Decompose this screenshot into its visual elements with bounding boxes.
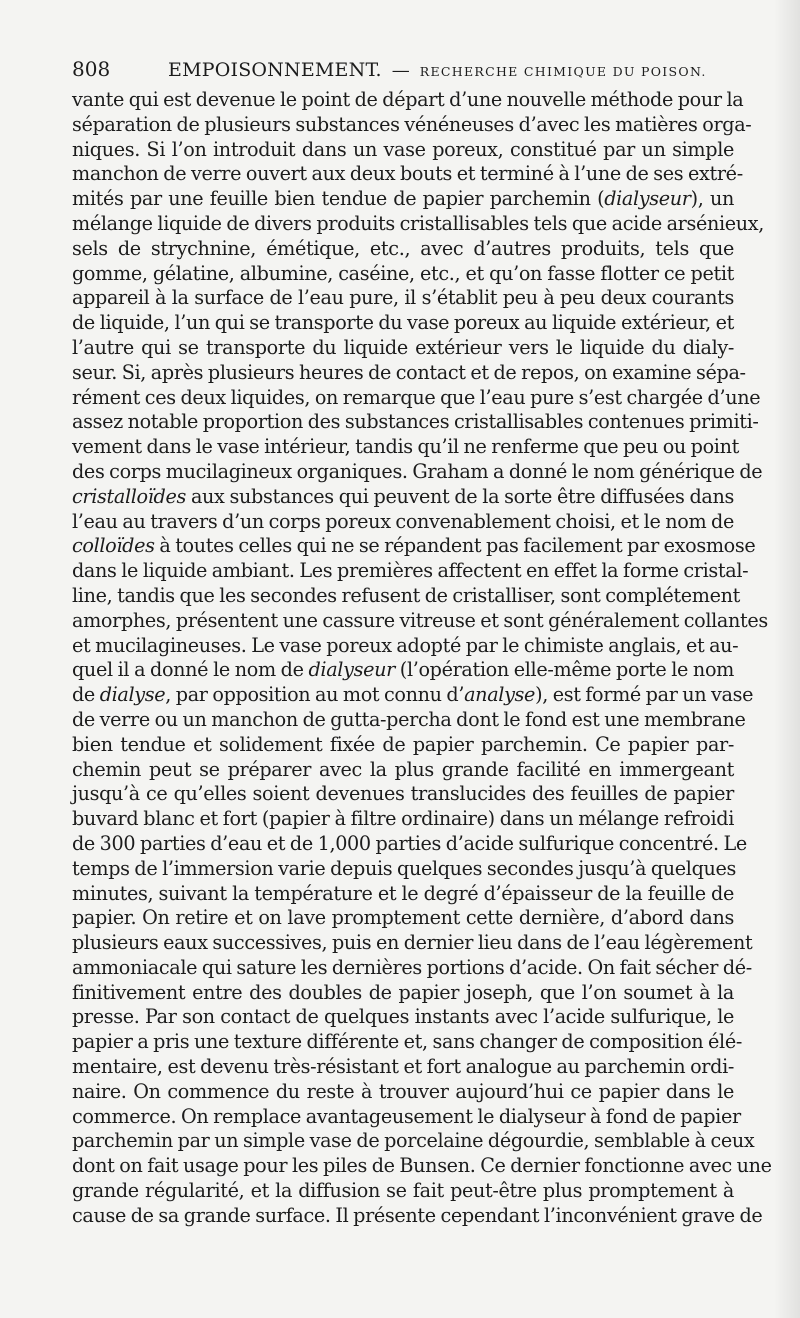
text-line xyxy=(72,807,734,832)
text-line xyxy=(72,88,744,113)
text-segment: chemin peut se préparer avec la plus grande facilité en immergeant xyxy=(72,757,734,781)
text-line xyxy=(72,856,737,882)
text-segment: vante qui est devenue le point de départ d’une nouvelle méthode pour la xyxy=(72,88,744,111)
text-line xyxy=(72,311,734,336)
text-line xyxy=(72,1055,734,1080)
text-segment: dans le liquide ambiant. Les premières affectent en effet la forme cristal- xyxy=(72,559,749,583)
text-segment: l’autre qui se transporte du liquide extérieur vers le liquide du dialy- xyxy=(72,335,734,359)
text-line xyxy=(72,485,734,510)
running-title: EMPOISONNEMENT. xyxy=(168,59,382,81)
text-segment: sels de strychnine, émétique, etc., avec d’autres produits, tels que xyxy=(72,236,734,260)
text-line xyxy=(72,1154,772,1179)
text-segment: presse. Par son contact de quelques instants avec l’acide sulfurique, le xyxy=(72,1005,734,1029)
text-segment: (l’opération elle-même porte le nom xyxy=(394,658,734,682)
text-segment: à toutes celles qui ne se répandent pas facilement par exosmose xyxy=(154,534,756,558)
text-line xyxy=(72,733,734,758)
text-line xyxy=(72,758,734,783)
text-segment: papier a pris une texture différente et, sans changer de composition élé- xyxy=(72,1030,742,1054)
text-segment: mentaire, est devenu très-résistant et fort analogue au parchemin ordi- xyxy=(72,1055,734,1079)
text-segment: de verre ou un manchon de gutta-percha dont le fond est une membrane xyxy=(72,707,746,731)
text-segment: mités par une feuille bien tendue de papier parchemin ( xyxy=(72,187,605,211)
text-line xyxy=(72,683,754,708)
text-line xyxy=(72,138,734,163)
text-segment: séparation de plusieurs substances vénéneuses d’avec les matières orga- xyxy=(72,112,752,136)
text-line xyxy=(72,336,734,361)
italic-term: analyse xyxy=(464,683,536,707)
running-subtitle: RECHERCHE CHIMIQUE DU POISON. xyxy=(419,64,707,79)
text-segment: des corps mucilagineux organiques. Graham a donné le nom générique de xyxy=(72,459,763,483)
page-number: 808 xyxy=(72,57,111,81)
text-segment: naire. On commence du reste à trouver aujourd’hui ce papier dans le xyxy=(72,1079,734,1103)
running-header xyxy=(72,57,732,85)
text-segment: ), un xyxy=(690,187,734,211)
text-segment: de xyxy=(72,683,100,707)
text-line xyxy=(72,385,761,411)
text-segment: de 300 parties d’eau et de 1,000 parties d’acide sulfurique concentré. Le xyxy=(72,831,747,855)
text-line xyxy=(72,1179,734,1204)
text-segment: mélange liquide de divers produits cristallisables tels que acide arsénieux, xyxy=(72,211,765,235)
text-line xyxy=(72,583,741,609)
text-line xyxy=(72,1104,741,1130)
text-line xyxy=(72,187,734,212)
text-line xyxy=(72,112,752,138)
text-segment: grande régularité, et la diffusion se fait peut-être plus promptement à xyxy=(72,1179,734,1203)
text-segment: minutes, suivant la température et le degré d’épaisseur de la feuille de xyxy=(72,881,734,905)
text-segment: gomme, gélatine, albumine, caséine, etc., et qu’on fasse flotter ce petit xyxy=(72,261,734,285)
text-segment: seur. Si, après plusieurs heures de contact et de repos, on examine sépa- xyxy=(72,360,746,384)
text-line xyxy=(72,1129,755,1154)
text-segment: parchemin par un simple vase de porcelaine dégourdie, semblable à ceux xyxy=(72,1129,755,1153)
text-line xyxy=(72,782,734,807)
text-segment: ammoniacale qui sature les dernières portions d’acide. On fait sécher dé- xyxy=(72,955,752,979)
text-line xyxy=(72,831,747,857)
text-line xyxy=(72,1030,742,1055)
text-segment: jusqu’à ce qu’elles soient devenues translucides des feuilles de papier xyxy=(72,782,734,806)
text-line xyxy=(72,534,756,559)
text-line xyxy=(72,211,765,237)
text-line xyxy=(72,906,734,931)
text-line xyxy=(72,262,734,287)
text-line xyxy=(72,707,746,733)
text-segment: ), est formé par un vase xyxy=(535,683,754,707)
text-segment: cause de sa grande surface. Il présente cependant l’inconvénient grave de xyxy=(72,1203,763,1227)
text-segment: de liquide, l’un qui se transporte du vase poreux au liquide extérieur, et xyxy=(72,311,734,335)
text-segment: temps de l’immersion varie depuis quelques secondes jusqu’à quelques xyxy=(72,856,737,880)
text-line xyxy=(72,286,734,311)
italic-term: dialyseur xyxy=(308,658,395,682)
text-line xyxy=(72,931,753,956)
running-separator: — xyxy=(391,60,410,81)
text-segment: dont on fait usage pour les piles de Bunsen. Ce dernier fonctionne avec une xyxy=(72,1154,772,1178)
text-segment: aux substances qui peuvent de la sorte être diffusées dans xyxy=(185,484,734,508)
text-segment: appareil à la surface de l’eau pure, il s’établit peu à peu deux courants xyxy=(72,286,734,310)
text-segment: manchon de verre ouvert aux deux bouts et terminé à l’une de ses extré- xyxy=(72,162,743,186)
text-segment: line, tandis que les secondes refusent de cristalliser, sont complétement xyxy=(72,583,741,607)
text-segment: rément ces deux liquides, on remarque que l’eau pure s’est chargée d’une xyxy=(72,385,761,409)
text-line xyxy=(72,1080,734,1105)
text-line xyxy=(72,559,749,584)
text-line xyxy=(72,882,734,907)
text-line xyxy=(72,633,739,659)
text-line xyxy=(72,608,768,634)
text-segment: buvard blanc et fort (papier à filtre ordinaire) dans un mélange refroidi xyxy=(72,807,734,831)
text-line xyxy=(72,237,734,262)
text-line xyxy=(72,981,734,1006)
text-segment: commerce. On remplace avantageusement le dialyseur à fond de papier xyxy=(72,1104,741,1128)
text-segment: papier. On retire et on lave promptement cette dernière, d’abord dans xyxy=(72,906,734,930)
page-edge-shadow xyxy=(774,0,800,1318)
text-segment: vement dans le vase intérieur, tandis qu’il ne renferme que peu ou point xyxy=(72,435,739,459)
text-line xyxy=(72,459,763,485)
text-segment: amorphes, présentent une cassure vitreuse et sont généralement collantes xyxy=(72,608,768,632)
text-segment: l’eau au travers d’un corps poreux convenablement choisi, et le nom de xyxy=(72,509,734,533)
text-segment: bien tendue et solidement fixée de papier parchemin. Ce papier par- xyxy=(72,732,734,756)
text-segment: assez notable proportion des substances cristallisables contenues primiti- xyxy=(72,410,759,434)
text-line xyxy=(72,955,752,981)
text-line xyxy=(72,435,739,460)
text-segment: et mucilagineuses. Le vase poreux adopté par le chimiste anglais, et au- xyxy=(72,633,739,657)
italic-term: cristalloïdes xyxy=(72,484,186,508)
italic-term: dialyseur xyxy=(604,187,691,211)
text-segment: finitivement entre des doubles de papier joseph, que l’on soumet à la xyxy=(72,980,734,1004)
text-line xyxy=(72,162,743,187)
text-segment: quel il a donné le nom de xyxy=(72,658,309,682)
italic-term: colloïdes xyxy=(72,534,155,558)
body-text xyxy=(72,88,772,1229)
text-line xyxy=(72,360,746,386)
text-line xyxy=(72,510,734,535)
text-segment: plusieurs eaux successives, puis en dernier lieu dans de l’eau légèrement xyxy=(72,931,753,955)
text-line xyxy=(72,1203,763,1229)
text-line xyxy=(72,1005,734,1030)
text-line xyxy=(72,410,759,435)
italic-term: dialyse xyxy=(99,683,166,707)
text-line xyxy=(72,658,734,683)
text-segment: , par opposition au mot connu d’ xyxy=(165,683,465,707)
text-segment: niques. Si l’on introduit dans un vase poreux, constitué par un simple xyxy=(72,137,734,161)
